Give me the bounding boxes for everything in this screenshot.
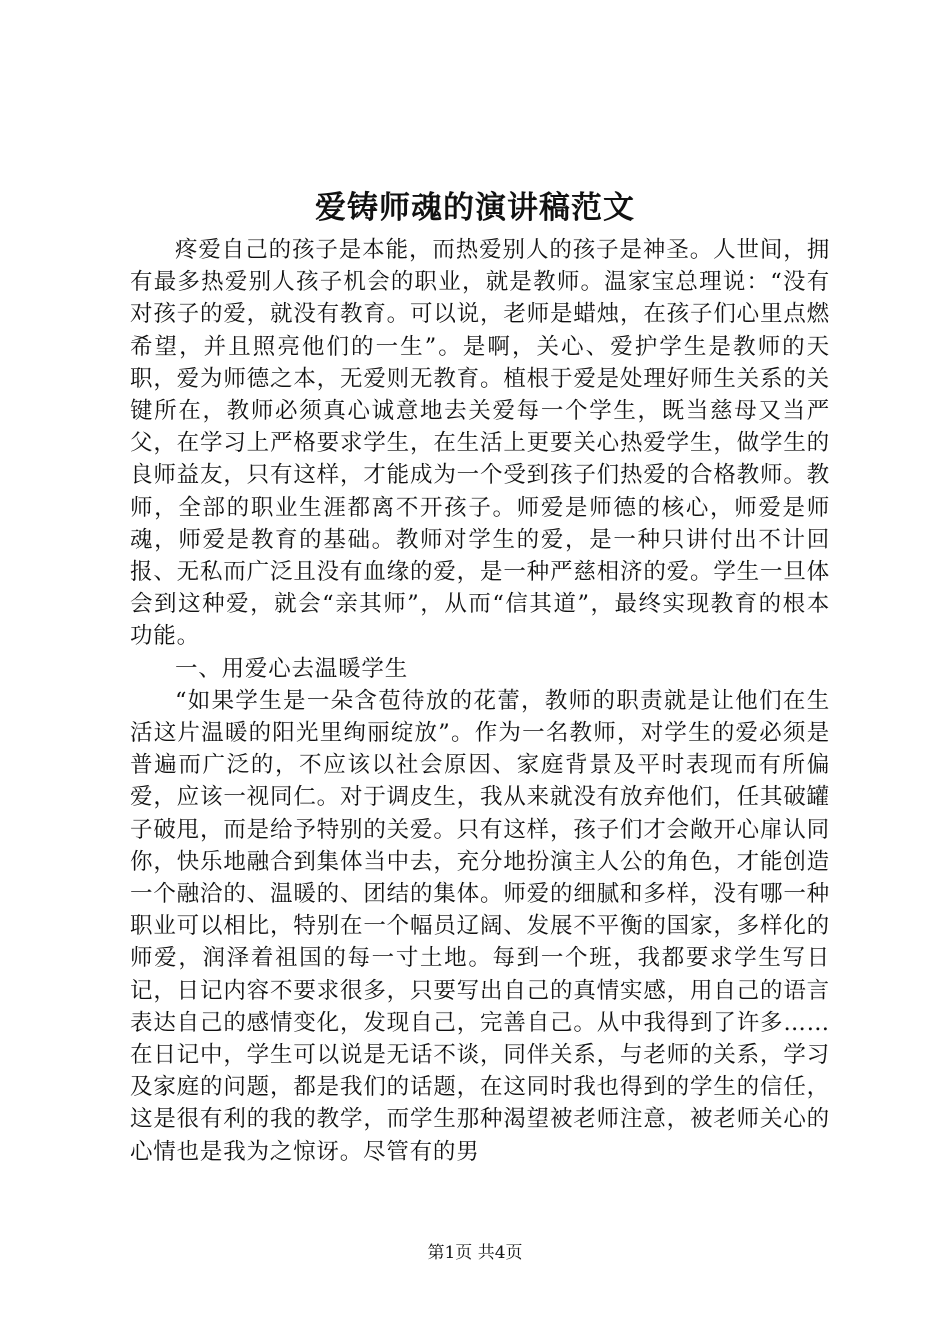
document-body: [130, 234, 830, 1168]
document-title: 爱铸师魂的演讲稿范文: [315, 190, 635, 226]
section-heading: 一、用爱心去温暖学生: [175, 655, 409, 682]
page-footer: 第1页 共4页: [427, 1243, 523, 1263]
body-paragraph-1: 疼爱自己的孩子是本能，而热爱别人的孩子是神圣。人世间，拥有最多热爱别人孩子机会的职业，就是教师。温家宝总理说：“没有对孩子的爱，就没有教育。可以说，老师是蜡烛，在孩子们心里点燃希望，并且照亮他们的一生”。是啊，关心、爱护学生是教师的天职，爱为师德之本，无爱则无教育。植根于爱是处理好师生关系的关键所在，教师必须真心诚意地去关爱每一个学生，既当慈母又当严父，在学习上严格要求学生，在生活上更要关心热爱学生，做学生的良师益友，只有这样，才能成为一个受到孩子们热爱的合格教师。教师，全部的职业生涯都离不开孩子。师爱是师德的核心，师爱是师魂，师爱是教育的基础。教师对学生的爱，是一种只讲付出不计回报、无私而广泛且没有血缘的爱，是一种严慈相济的爱。学生一旦体会到这种爱，就会“亲其师”，从而“信其道”，最终实现教育的根本功能。: [130, 237, 830, 650]
section-paragraph-1: “如果学生是一朵含苞待放的花蕾，教师的职责就是让他们在生活这片温暖的阳光里绚丽绽放”。作为一名教师，对学生的爱必须是普遍而广泛的，不应该以社会原因、家庭背景及平时表现而有所偏爱，应该一视同仁。对于调皮生，我从来就没有放弃他们，任其破罐子破甩，而是给予特别的关爱。只有这样，孩子们才会敞开心扉认同你，快乐地融合到集体当中去，充分地扮演主人公的角色，才能创造一个融洽的、温暖的、团结的集体。师爱的细腻和多样，没有哪一种职业可以相比，特别在一个幅员辽阔、发展不平衡的国家，多样化的师爱，润泽着祖国的每一寸土地。每到一个班，我都要求学生写日记，日记内容不要求很多，只要写出自己的真情实感，用自己的语言表达自己的感情变化，发现自己，完善自己。从中我得到了许多……在日记中，学生可以说是无话不谈，同伴关系，与老师的关系，学习及家庭的问题，都是我们的话题，在这同时我也得到的学生的信任，这是很有利的我的教学，而学生那种渴望被老师注意，被老师关心的心情也是我为之惊讶。尽管有的男: [130, 687, 830, 1165]
